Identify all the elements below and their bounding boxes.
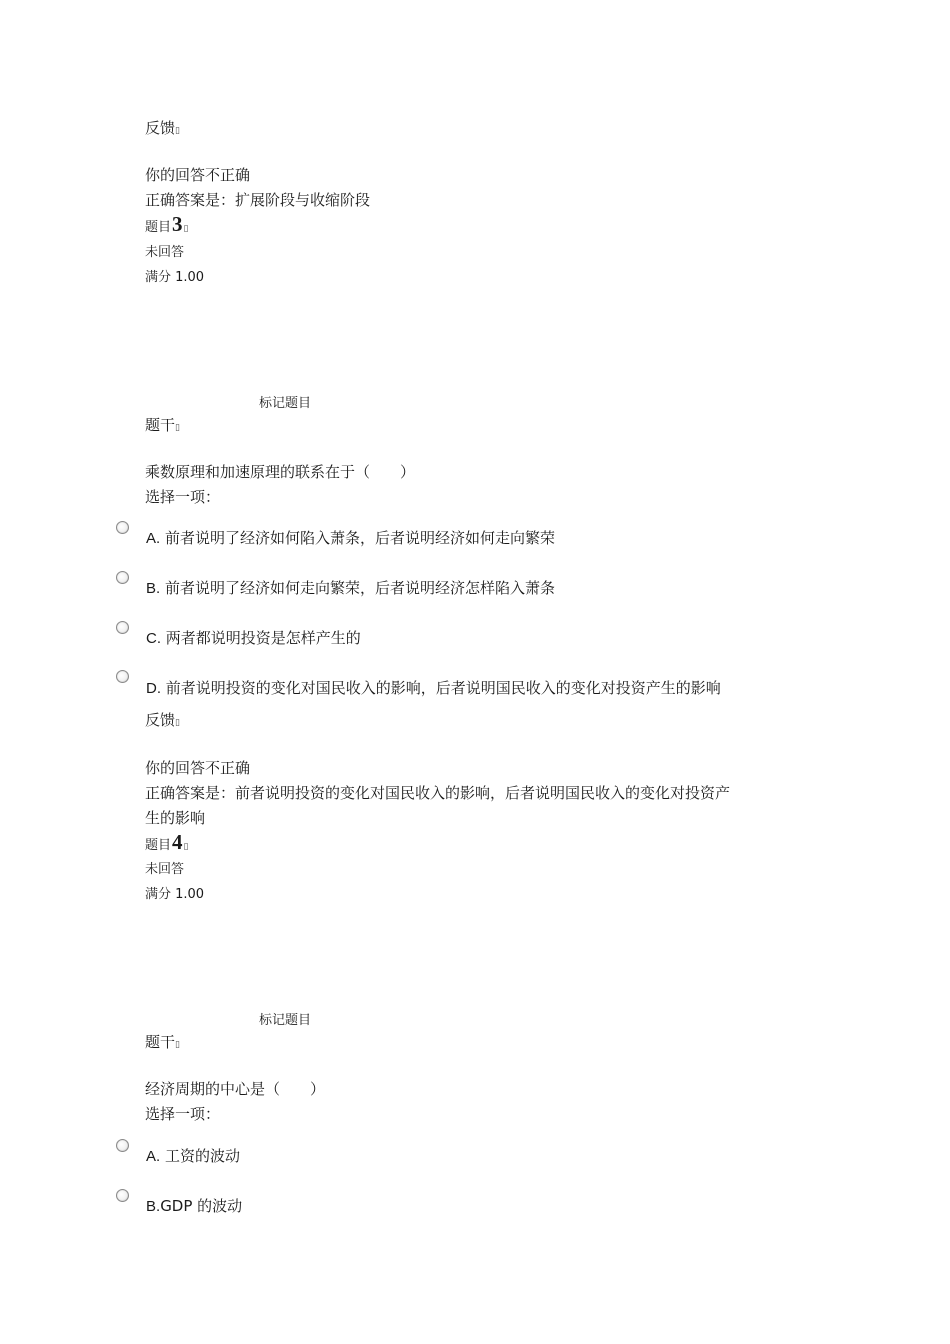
- option-c-label[interactable]: C. 两者都说明投资是怎样产生的: [146, 629, 361, 647]
- option-a-radio[interactable]: [116, 1139, 129, 1152]
- feedback-heading: 反馈▯: [145, 711, 180, 729]
- feedback-verdict: 你的回答不正确: [145, 759, 251, 777]
- stem-heading: 题干▯: [145, 416, 180, 434]
- feedback-verdict: 你的回答不正确: [145, 166, 251, 184]
- choose-prompt: 选择一项：: [145, 1105, 221, 1123]
- option-a-label[interactable]: A. 前者说明了经济如何陷入萧条，后者说明经济如何走向繁荣: [146, 529, 555, 547]
- question-text: 乘数原理和加速原理的联系在于（ ）: [145, 463, 416, 481]
- option-a-radio[interactable]: [116, 521, 129, 534]
- option-c-radio[interactable]: [116, 621, 129, 634]
- option-d-radio[interactable]: [116, 670, 129, 683]
- missing-glyph-icon: ▯: [175, 423, 180, 433]
- question-number-3: 题目3▯: [145, 212, 189, 236]
- option-d-label[interactable]: D. 前者说明投资的变化对国民收入的影响，后者说明国民收入的变化对投资产生的影响: [146, 679, 721, 697]
- choose-prompt: 选择一项：: [145, 488, 221, 506]
- missing-glyph-icon: ▯: [175, 718, 180, 728]
- flag-question-link[interactable]: 标记题目: [259, 1013, 312, 1028]
- feedback-heading: 反馈▯: [145, 119, 180, 137]
- option-b-label[interactable]: B.GDP 的波动: [146, 1197, 243, 1215]
- missing-glyph-icon: ▯: [175, 126, 180, 136]
- missing-glyph-icon: ▯: [175, 1040, 180, 1050]
- correct-answer-line2: 生的影响: [145, 809, 206, 827]
- correct-answer: 正确答案是：扩展阶段与收缩阶段: [145, 191, 371, 209]
- option-b-radio[interactable]: [116, 1189, 129, 1202]
- flag-question-link[interactable]: 标记题目: [259, 396, 312, 411]
- option-b-label[interactable]: B. 前者说明了经济如何走向繁荣，后者说明经济怎样陷入萧条: [146, 579, 555, 597]
- stem-heading: 题干▯: [145, 1033, 180, 1051]
- question-score: 满分 1.00: [145, 887, 205, 902]
- question-number-4: 题目4▯: [145, 830, 189, 854]
- missing-glyph-icon: ▯: [183, 842, 189, 852]
- question-score: 满分 1.00: [145, 270, 205, 285]
- option-a-label[interactable]: A. 工资的波动: [146, 1147, 240, 1165]
- question-status: 未回答: [145, 862, 185, 877]
- option-b-radio[interactable]: [116, 571, 129, 584]
- missing-glyph-icon: ▯: [183, 224, 189, 234]
- question-status: 未回答: [145, 245, 185, 260]
- correct-answer-line1: 正确答案是：前者说明投资的变化对国民收入的影响，后者说明国民收入的变化对投资产: [145, 784, 731, 802]
- question-text: 经济周期的中心是（ ）: [145, 1080, 326, 1098]
